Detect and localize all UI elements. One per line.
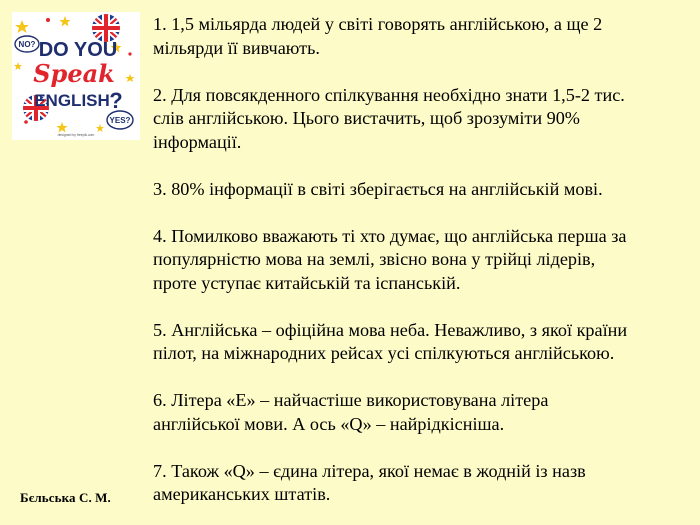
no-speech-bubble — [15, 36, 39, 52]
fact-line: 3. 80% інформації в світі зберігається на англійській мові. — [153, 178, 603, 199]
fact-line: англійської мови. А ось «Q» – найрідкісніша. — [153, 413, 505, 434]
fact-item — [153, 460, 693, 507]
fact-item — [153, 225, 693, 296]
fact-line: 1. 1,5 мільярда людей у світі говорять англійською, а ще 2 — [153, 14, 603, 34]
fact-item — [153, 84, 693, 155]
yes-speech-bubble — [107, 111, 133, 129]
fact-line: пілот, на міжнародних рейсах усі спілкуються англійською. — [153, 343, 615, 363]
logo-illustration — [12, 12, 140, 140]
fact-item — [153, 178, 693, 202]
fact-line: мільярди її вивчають. — [153, 37, 320, 58]
fact-item — [153, 13, 693, 60]
fact-line: слів англійською. Цього вистачить, щоб зрозуміти 90% — [153, 108, 580, 128]
fact-item — [153, 319, 693, 366]
fact-line: проте уступає китайській та іспанській. — [153, 272, 461, 293]
do-you-speak-english-logo — [12, 12, 140, 140]
fact-line: 5. Англійська – офіційна мова неба. Неважливо, з якої країни — [153, 319, 628, 340]
fact-line: популярністю мова на землі, звісно вона у трійці лідерів, — [153, 249, 596, 269]
fact-line: інформації. — [153, 131, 242, 152]
fact-line: 6. Літера «E» – найчастіше використовувана літера — [153, 390, 549, 410]
logo-question-mark: ? — [109, 88, 123, 113]
svg-text:YES?: YES? — [109, 116, 131, 125]
fact-line: 2. Для повсякденного спілкування необхідно знати 1,5-2 тис. — [153, 84, 625, 105]
logo-line-english: ENGLISH — [34, 91, 110, 110]
logo-credit: designed by freepik.com — [57, 133, 95, 137]
logo-line-speak: Speak — [33, 59, 115, 88]
fact-line: американських штатів. — [153, 484, 331, 504]
svg-text:NO?: NO? — [18, 40, 36, 49]
fact-line: 4. Помилково вважають ті хто думає, що англійська перша за — [153, 225, 627, 246]
fact-line: 7. Також «Q» – єдина літера, якої немає в жодній із назв — [153, 460, 586, 481]
author-name: Бєльська С. М. — [20, 490, 111, 505]
facts-list — [153, 13, 693, 507]
fact-item — [153, 389, 693, 436]
logo-line-do-you: DO YOU — [38, 39, 118, 61]
